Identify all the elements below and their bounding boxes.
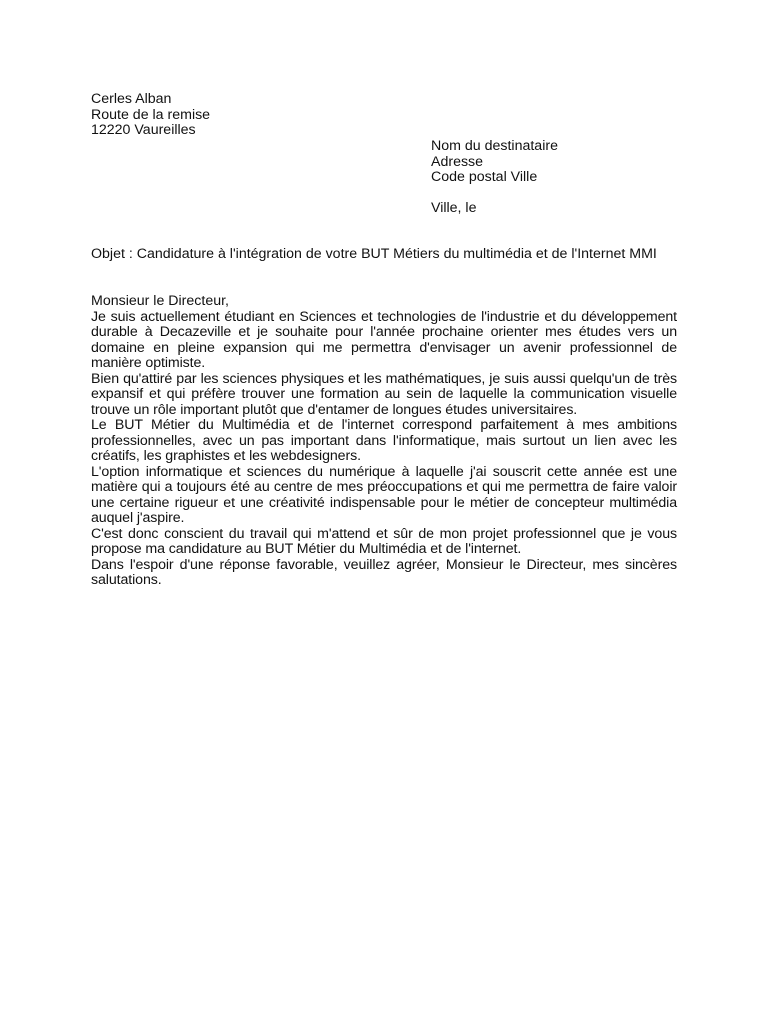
date-place-line: Ville, le <box>431 200 477 216</box>
recipient-address-block <box>431 139 691 217</box>
body-paragraph: L'option informatique et sciences du numérique à laquelle j'ai souscrit cette année est une matière qui a toujours été au centre de mes préoccupations et qui me permettra de faire valoir une certaine rigueur et une créativité indispensable pour le métier de concepteur multimédia auquel j'aspire. <box>91 463 677 526</box>
recipient-postal-city: Code postal Ville <box>431 169 538 185</box>
sender-city: 12220 Vaureilles <box>91 122 196 138</box>
closing-paragraph: Dans l'espoir d'une réponse favorable, veuillez agréer, Monsieur le Directeur, mes sincères salutations. <box>91 556 677 588</box>
body-paragraph: Bien qu'attiré par les sciences physiques et les mathématiques, je suis aussi quelqu'un de très expansif et qui préfère trouver une formation au sein de laquelle la communication visuelle trouve un rôle important plutôt que d'entamer de longues études universitaires. <box>91 370 677 418</box>
body-paragraph: Le BUT Métier du Multimédia et de l'internet correspond parfaitement à mes ambitions professionnelles, avec un pas important dans l'informatique, mais surtout un lien avec les créatifs, les graphistes et les webdesigners. <box>91 417 677 464</box>
body-paragraph: Je suis actuellement étudiant en Sciences et technologies de l'industrie et du développement durable à Decazeville et je souhaite pour l'année prochaine orienter mes études vers un domaine en pleine expansion qui me permettra d'envisager un avenir professionnel de manière optimiste. <box>91 308 677 371</box>
salutation: Monsieur le Directeur, <box>91 293 229 309</box>
recipient-address: Adresse <box>431 153 484 170</box>
sender-address-block <box>91 92 391 139</box>
recipient-name: Nom du destinataire <box>431 138 558 154</box>
letter-body <box>91 294 677 589</box>
body-paragraph: C'est donc conscient du travail qui m'attend et sûr de mon projet professionnel que je vous propose ma candidature au BUT Métier du Multimédia et de l'internet. <box>91 525 677 557</box>
sender-street: Route de la remise <box>91 106 211 123</box>
sender-name: Cerles Alban <box>91 91 172 107</box>
letter-subject: Objet : Candidature à l'intégration de votre BUT Métiers du multimédia et de l'Internet MMI <box>91 246 657 262</box>
